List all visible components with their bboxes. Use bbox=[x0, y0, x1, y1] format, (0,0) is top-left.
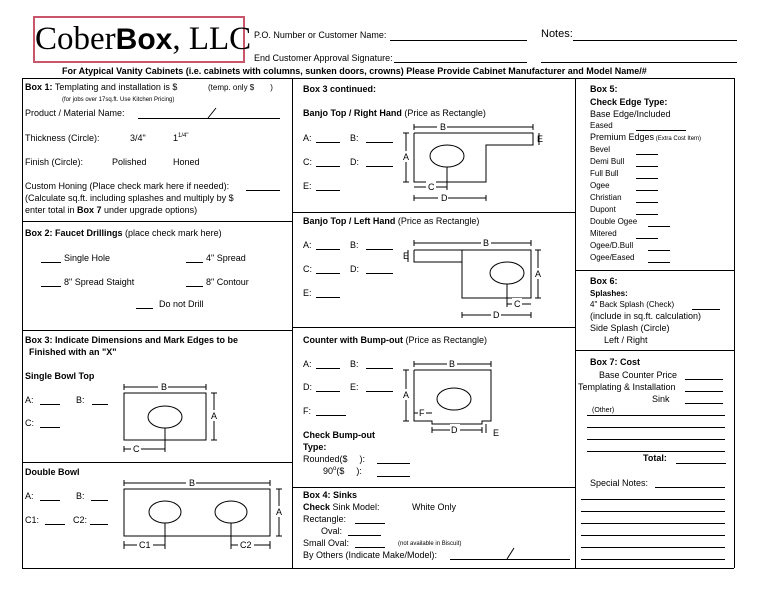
custom-honing-check[interactable] bbox=[246, 190, 280, 191]
edge-full-bull: Full Bull bbox=[590, 169, 619, 178]
banjo-l-diagram-b: B bbox=[483, 238, 490, 248]
special-notes-line-4[interactable] bbox=[581, 523, 725, 524]
edge-christian: Christian bbox=[590, 193, 622, 202]
sink-cost-field[interactable] bbox=[685, 403, 723, 404]
banjo-l-e-label: E: bbox=[303, 288, 312, 298]
grid-right-border bbox=[734, 78, 735, 568]
single-bowl-heading: Single Bowl Top bbox=[25, 371, 95, 381]
banjo-l-c-field[interactable] bbox=[316, 273, 340, 274]
white-only-label: White Only bbox=[412, 502, 457, 512]
box4-title: Box 4: Sinks bbox=[303, 490, 358, 500]
check-bumpout-type-label: Type: bbox=[303, 442, 327, 452]
single-b-field[interactable] bbox=[92, 404, 108, 405]
po-number-label: P.O. Number or Customer Name: bbox=[254, 30, 387, 40]
banjo-r-d-label: D: bbox=[350, 157, 359, 167]
side-splash-options[interactable]: Left / Right bbox=[604, 335, 648, 345]
bump-e-label: E: bbox=[350, 382, 359, 392]
eight-spread-straight-label: 8" Spread Staight bbox=[64, 277, 135, 287]
four-spread-check[interactable] bbox=[186, 262, 203, 263]
do-not-drill-label: Do not Drill bbox=[159, 299, 204, 309]
bump-b-label: B: bbox=[350, 359, 359, 369]
approval-label: End Customer Approval Signature: bbox=[254, 53, 393, 63]
four-spread-label: 4" Spread bbox=[206, 253, 246, 263]
bump-diagram-b: B bbox=[449, 359, 456, 369]
other-line-3[interactable] bbox=[587, 439, 725, 440]
po-number-field[interactable] bbox=[390, 40, 527, 41]
edge-double-ogee-check[interactable] bbox=[648, 226, 670, 227]
edge-ogee: Ogee bbox=[590, 181, 610, 190]
double-diagram-b: B bbox=[189, 478, 196, 488]
double-c2-label: C2: bbox=[73, 515, 88, 525]
banjo-r-diagram-e: E bbox=[537, 134, 544, 144]
custom-honing-label: Custom Honing (Place check mark here if needed): bbox=[25, 181, 230, 191]
by-others-label: By Others (Indicate Make/Model): bbox=[303, 550, 438, 560]
bump-diagram-a: A bbox=[403, 390, 410, 400]
edge-full-bull-check[interactable] bbox=[636, 178, 658, 179]
edge-dupont-check[interactable] bbox=[636, 214, 658, 215]
grid-divider-2 bbox=[575, 78, 576, 568]
side-splash-label: Side Splash (Circle) bbox=[590, 323, 670, 333]
edge-christian-check[interactable] bbox=[636, 202, 658, 203]
single-b-label: B: bbox=[76, 395, 85, 405]
banjo-r-diagram-a: A bbox=[403, 152, 410, 162]
banjo-l-diagram-e: E bbox=[403, 251, 410, 261]
other-line-4[interactable] bbox=[587, 451, 725, 452]
banjo-l-d-label: D: bbox=[350, 264, 359, 274]
box1-line1: Box 1: Templating and installation is $ bbox=[25, 82, 178, 92]
grid-banjo-right-bottom bbox=[292, 212, 575, 213]
grid-left-border bbox=[22, 78, 23, 568]
banjo-l-diagram-d: D bbox=[493, 310, 500, 320]
banjo-r-e-label: E: bbox=[303, 181, 312, 191]
banjo-r-b-label: B: bbox=[350, 133, 359, 143]
special-notes-line-3[interactable] bbox=[581, 511, 725, 512]
oval-field[interactable] bbox=[348, 535, 381, 536]
rectangle-field[interactable] bbox=[355, 523, 385, 524]
grid-bottom-border bbox=[22, 568, 734, 569]
templating-label: Templating & Installation bbox=[578, 382, 676, 392]
bump-a-field[interactable] bbox=[316, 368, 340, 369]
thickness-option-3-4[interactable]: 3/4" bbox=[130, 133, 146, 143]
grid-box6-bottom bbox=[575, 350, 734, 351]
rounded-option: Rounded($ ): bbox=[303, 454, 366, 464]
sink-cost-label: Sink bbox=[652, 394, 670, 404]
box6-title: Box 6: bbox=[590, 276, 618, 286]
single-c-field[interactable] bbox=[40, 427, 60, 428]
double-a-field[interactable] bbox=[40, 500, 60, 501]
notes-field[interactable] bbox=[573, 40, 737, 41]
small-oval-label: Small Oval: bbox=[303, 538, 350, 548]
double-a-label: A: bbox=[25, 491, 34, 501]
notes-label: Notes: bbox=[541, 28, 573, 40]
other-line-2[interactable] bbox=[587, 427, 725, 428]
double-diagram-c1: C1 bbox=[139, 540, 151, 550]
double-c1-label: C1: bbox=[25, 515, 40, 525]
banjo-r-a-field[interactable] bbox=[316, 142, 340, 143]
bump-d-label: D: bbox=[303, 382, 312, 392]
banjo-r-d-field[interactable] bbox=[366, 166, 393, 167]
banjo-r-b-field[interactable] bbox=[366, 142, 393, 143]
eased-field[interactable] bbox=[636, 130, 686, 131]
single-c-label: C: bbox=[25, 418, 34, 428]
banjo-l-a-label: A: bbox=[303, 240, 312, 250]
bump-e-field[interactable] bbox=[366, 391, 393, 392]
special-notes-line-7[interactable] bbox=[581, 559, 725, 560]
base-edge-label: Base Edge/Included bbox=[590, 109, 671, 119]
eased-label: Eased bbox=[590, 121, 613, 130]
by-others-field[interactable] bbox=[450, 559, 570, 560]
small-oval-field[interactable] bbox=[355, 547, 385, 548]
double-diagram-c2: C2 bbox=[240, 540, 252, 550]
special-notes-line-6[interactable] bbox=[581, 547, 725, 548]
oval-label: Oval: bbox=[321, 526, 343, 536]
grid-single-bowl-bottom bbox=[22, 462, 292, 463]
bump-diagram-f: F bbox=[419, 408, 425, 418]
eight-contour-check[interactable] bbox=[186, 286, 203, 287]
grid-divider-1 bbox=[292, 78, 293, 568]
atypical-cabinet-notice: For Atypical Vanity Cabinets (i.e. cabinets with columns, sunken doors, crowns) Please Provide Cabinet Manufacturer and Model Name/# bbox=[62, 66, 647, 76]
single-hole-label: Single Hole bbox=[64, 253, 111, 263]
single-hole-check[interactable] bbox=[41, 262, 61, 263]
banjo-r-e-field[interactable] bbox=[316, 190, 340, 191]
edge-demi-bull: Demi Bull bbox=[590, 157, 625, 166]
bumpout-heading: Counter with Bump-out (Price as Rectangle) bbox=[303, 335, 488, 345]
banjo-left-heading: Banjo Top / Left Hand (Price as Rectangle) bbox=[303, 216, 480, 226]
thickness-option-1-1-4[interactable]: $1^{1/4"}$ bbox=[173, 133, 189, 143]
thickness-label: Thickness (Circle): bbox=[25, 133, 100, 143]
bump-f-field[interactable] bbox=[316, 415, 346, 416]
sqft-note: (include in sq.ft. calculation) bbox=[590, 311, 702, 321]
custom-honing-calc: (Calculate sq.ft. including splashes and multiply by $ bbox=[25, 193, 234, 203]
bump-a-label: A: bbox=[303, 359, 312, 369]
single-a-label: A: bbox=[25, 395, 34, 405]
ninety-check[interactable] bbox=[377, 476, 410, 477]
ninety-option: 90$^o$($ ): bbox=[323, 466, 362, 476]
box1-temp-label: (temp. only $ ) bbox=[208, 83, 273, 92]
product-name-label: Product / Material Name: bbox=[25, 108, 125, 118]
sink-model-label: Check Sink Model: bbox=[303, 502, 380, 512]
double-diagram-a: A bbox=[276, 507, 283, 517]
other-line-1[interactable] bbox=[587, 415, 725, 416]
total-field[interactable] bbox=[676, 463, 726, 464]
do-not-drill-check[interactable] bbox=[136, 308, 153, 309]
finish-label: Finish (Circle): bbox=[25, 157, 84, 167]
banjo-r-diagram-d: D bbox=[441, 193, 448, 203]
double-c1-field[interactable] bbox=[45, 524, 65, 525]
banjo-l-diagram-a: A bbox=[535, 269, 542, 279]
single-diagram-a: A bbox=[211, 411, 218, 421]
product-name-field[interactable] bbox=[138, 118, 280, 119]
rectangle-label: Rectangle: bbox=[303, 514, 347, 524]
splashes-label: Splashes: bbox=[590, 289, 628, 298]
grid-banjo-left-bottom bbox=[292, 327, 575, 328]
box2-title: Box 2: Faucet Drillings (place check mark here) bbox=[25, 228, 222, 238]
banjo-r-a-label: A: bbox=[303, 133, 312, 143]
double-b-field[interactable] bbox=[91, 500, 108, 501]
edge-mitered: Mitered bbox=[590, 229, 617, 238]
by-others-slash bbox=[0, 0, 1, 1]
bump-f-label: F: bbox=[303, 406, 311, 416]
box3-continued-title: Box 3 continued: bbox=[303, 84, 377, 94]
eight-contour-label: 8" Contour bbox=[206, 277, 249, 287]
biscuit-note: (not available in Biscuit) bbox=[398, 541, 462, 547]
special-notes-line-5[interactable] bbox=[581, 535, 725, 536]
single-diagram-b: B bbox=[161, 382, 168, 392]
eight-spread-straight-check[interactable] bbox=[41, 286, 61, 287]
check-bumpout-label: Check Bump-out bbox=[303, 430, 375, 440]
banjo-l-a-field[interactable] bbox=[316, 249, 340, 250]
edge-demi-bull-check[interactable] bbox=[636, 166, 658, 167]
special-notes-line-1[interactable] bbox=[655, 487, 725, 488]
rounded-check[interactable] bbox=[377, 463, 410, 464]
edge-ogee-d-bull-check[interactable] bbox=[648, 250, 670, 251]
edge-mitered-check[interactable] bbox=[636, 238, 658, 239]
finish-option-polished[interactable]: Polished bbox=[112, 157, 147, 167]
premium-edges-label: Premium Edges (Extra Cost Item) bbox=[590, 132, 702, 142]
grid-bumpout-bottom bbox=[292, 487, 575, 488]
back-splash-label: 4" Back Splash (Check) bbox=[590, 300, 675, 309]
finish-option-honed[interactable]: Honed bbox=[173, 157, 200, 167]
templating-field[interactable] bbox=[685, 391, 723, 392]
bump-diagram-e: E bbox=[493, 428, 500, 438]
base-counter-price-field[interactable] bbox=[685, 379, 723, 380]
box5-title: Box 5: bbox=[590, 84, 618, 94]
edge-ogee-eased-check[interactable] bbox=[648, 262, 670, 263]
banjo-l-c-label: C: bbox=[303, 264, 312, 274]
company-logo: CoberBox, LLC bbox=[33, 16, 245, 63]
edge-dupont: Dupont bbox=[590, 205, 616, 214]
banjo-r-c-field[interactable] bbox=[316, 166, 340, 167]
approval-signature-field[interactable] bbox=[394, 62, 527, 63]
base-counter-price-label: Base Counter Price bbox=[599, 370, 678, 380]
special-notes-label: Special Notes: bbox=[590, 478, 649, 488]
box3-title-2: Finished with an "X" bbox=[29, 347, 117, 357]
box1-jobs-note: (for jobs over 17sq.ft. Use Kitchen Pricing) bbox=[62, 97, 175, 103]
grid-box1-bottom bbox=[22, 221, 292, 222]
edge-bevel-check[interactable] bbox=[636, 154, 658, 155]
double-b-label: B: bbox=[76, 491, 85, 501]
box3-title-1: Box 3: Indicate Dimensions and Mark Edges to be bbox=[25, 335, 239, 345]
edge-ogee-check[interactable] bbox=[636, 190, 658, 191]
double-c2-field[interactable] bbox=[90, 524, 108, 525]
bump-diagram-d: D bbox=[451, 425, 458, 435]
edge-bevel: Bevel bbox=[590, 145, 611, 154]
bump-d-field[interactable] bbox=[316, 391, 340, 392]
bump-b-field[interactable] bbox=[366, 368, 393, 369]
grid-top-border bbox=[22, 78, 734, 79]
box7-title: Box 7: Cost bbox=[590, 357, 641, 367]
back-splash-check[interactable] bbox=[692, 309, 720, 310]
edge-double-ogee: Double Ogee bbox=[590, 217, 638, 226]
edge-type-label: Check Edge Type: bbox=[590, 97, 668, 107]
banjo-l-e-field[interactable] bbox=[316, 297, 340, 298]
single-diagram-c: C bbox=[133, 444, 140, 454]
double-bowl-heading: Double Bowl bbox=[25, 467, 80, 477]
banjo-right-heading: Banjo Top / Right Hand (Price as Rectangle) bbox=[303, 108, 486, 118]
single-a-field[interactable] bbox=[40, 404, 60, 405]
banjo-l-b-label: B: bbox=[350, 240, 359, 250]
custom-honing-total: enter total in Box 7 under upgrade options) bbox=[25, 205, 198, 215]
grid-box5-bottom bbox=[575, 270, 734, 271]
banjo-l-diagram-c: C bbox=[514, 299, 521, 309]
notes-field-2[interactable] bbox=[541, 62, 737, 63]
banjo-r-diagram-b: B bbox=[440, 122, 447, 132]
banjo-l-b-field[interactable] bbox=[366, 249, 393, 250]
edge-ogee-eased: Ogee/Eased bbox=[590, 253, 635, 262]
banjo-r-c-label: C: bbox=[303, 157, 312, 167]
special-notes-line-2[interactable] bbox=[581, 499, 725, 500]
edge-ogee-d-bull: Ogee/D.Bull bbox=[590, 241, 634, 250]
other-label: (Other) bbox=[592, 407, 615, 414]
banjo-r-diagram-c: C bbox=[428, 182, 435, 192]
total-label: Total: bbox=[643, 453, 667, 463]
banjo-l-d-field[interactable] bbox=[366, 273, 393, 274]
grid-box2-bottom bbox=[22, 330, 292, 331]
